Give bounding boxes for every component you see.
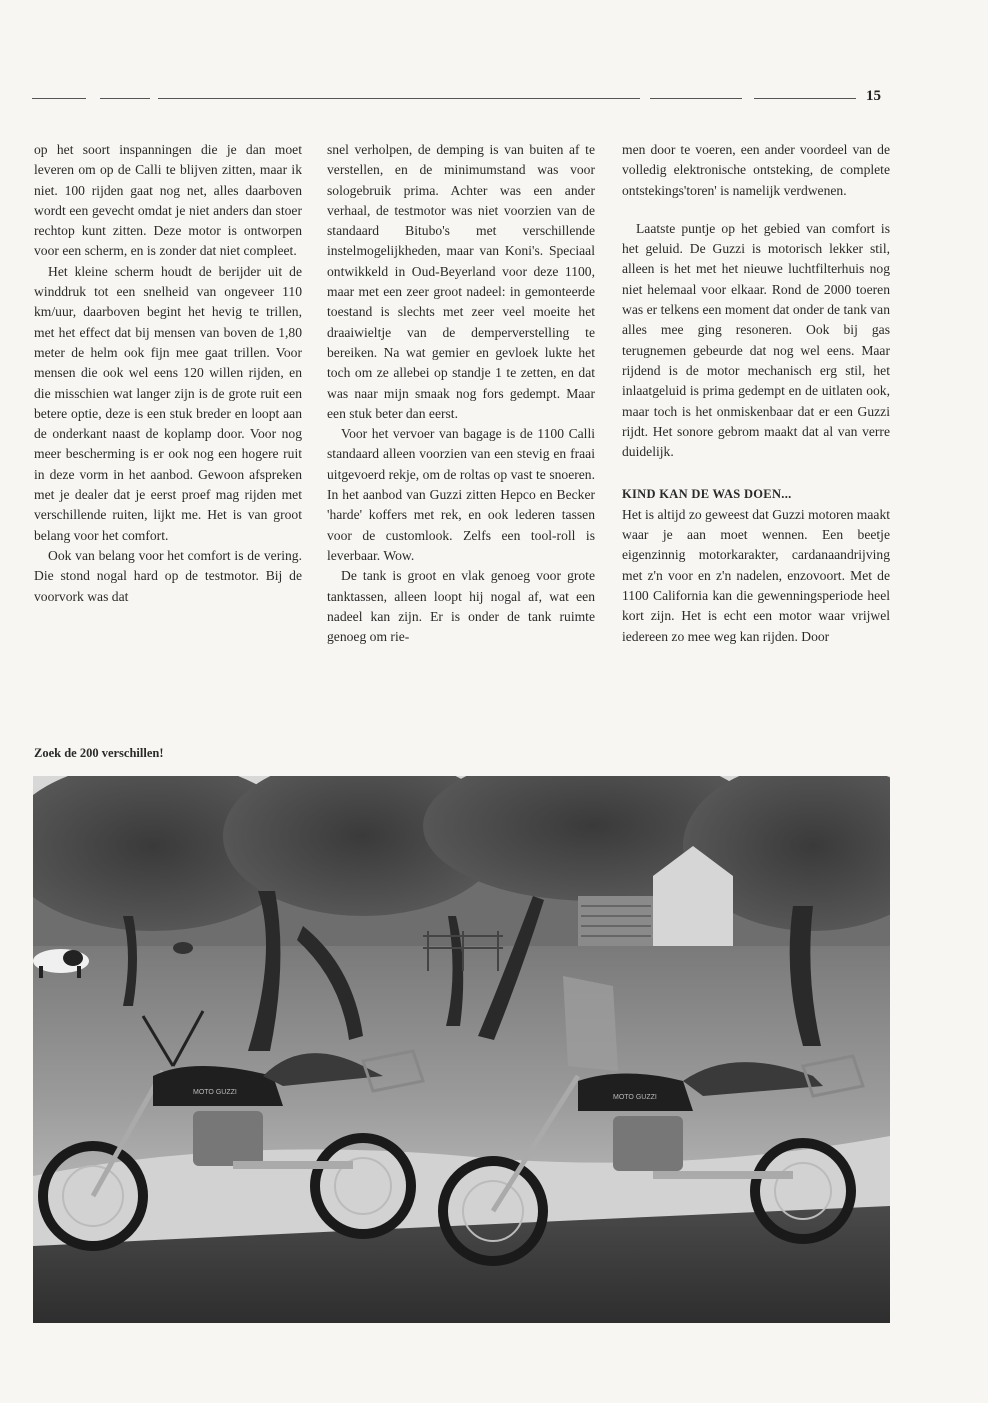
section-heading: KIND KAN DE WAS DOEN...: [622, 487, 792, 502]
article-column-1: [34, 140, 302, 607]
paragraph: Voor het vervoer van bagage is de 1100 Calli standaard alleen voorzien van een stevig en fraai uitgevoerd rekje, om de roltas op vast te snoeren. In het aanbod van Guzzi zitten Hepco en Becker 'harde' koffers met rek, en ook lederen tassen voor de customlook. Zelfs een tool-roll is leverbaar. Wow.: [327, 426, 595, 563]
rule-gap: [640, 96, 650, 99]
rule-gap: [742, 96, 754, 99]
photo-caption: Zoek de 200 verschillen!: [34, 746, 164, 760]
article-column-2: [327, 140, 595, 647]
paragraph: Het is altijd zo geweest dat Guzzi motoren maakt waar je aan moet wennen. Een beetje eigenzinnig motorkarakter, cardanaandrijving met z'n voor en z'n nadelen, enzovoort. Met de 1100 California kan die gewenningsperiode heel kort zijn. Het is echt een motor waar vrijwel iedereen zo mee weg kan rijden. Door: [622, 506, 891, 644]
tank-badge: MOTO GUZZI: [613, 1094, 657, 1101]
paragraph: Ook van belang voor het comfort is de vering. Die stond nogal hard op de testmotor. Bij de voorvork was dat: [34, 547, 302, 604]
paragraph: Het kleine scherm houdt de berijder uit de winddruk tot een snelheid van ongeveer 110 km/uur, daarboven begint het hevig te trillen, met het effect dat bij mensen van boven de 1,80 meter de helm ook fijn mee gaat trillen. Voor mensen die ook wel eens 120 willen rijden, en die misschien wat langer zijn is de grote ruit een betere optie, deze is een stuk breder en loopt aan de onderkant naast de koplamp door. Voor nog meer bescherming is er ook nog een hogere ruit in deze vorm in het aanbod. Gewoon afspreken met je dealer dat je eerst proef mag rijden met verschillende ruiten, lijkt me. Het is van groot belang voor het comfort.: [34, 263, 302, 543]
paragraph: men door te voeren, een ander voordeel van de volledig elektronische ontsteking, de complete ontstekings'toren' is namelijk verdwenen.: [622, 142, 890, 198]
paragraph: Laatste puntje op het gebied van comfort is het geluid. De Guzzi is motorisch lekker stil, alleen is het met het nieuwe luchtfilterhuis nog niet helemaal voor elkaar. Rond de 2000 toeren was er telkens een moment dat onder de tank van alles mee ging resoneren. Ook bij gas terugnemen gebeurde dat nog wel eens. Maar rijdend is de motor mechanisch erg stil, het inlaatgeluid is prima gedempt en de uitlaten ook, maar toch is het onmiskenbaar dat er een Guzzi rijdt. Het sonore gebrom maakt dat al van verre duidelijk.: [622, 220, 890, 460]
paragraph: De tank is groot en vlak genoeg voor grote tanktassen, alleen loopt hij nogal af, wat een nadeel kan zijn. Er is onder de tank ruimte genoeg om rie-: [327, 568, 595, 645]
page-number: 15: [866, 88, 881, 104]
tank-badge: MOTO GUZZI: [193, 1089, 237, 1096]
paragraph: snel verholpen, de demping is van buiten af te verstellen, en de minimumstand was voor sologebruik prima. Achter was een ander verhaal, de testmotor was niet voorzien van de standaard Bitubo's met verschillende instelmogelijkheden, maar van Koni's. Speciaal ontwikkeld in Oud-Beyerland voor deze 1100, maar met een zeer groot nadeel: in gemonteerde toestand is slechts met zeer veel moeite het draaiwieltje van de demperverstelling te bereiken. Na wat gemier en gevloek lukte het toch om ze allebei op standje 1 te zetten, en dat was naar mijn smaak nog fors gedempt. Maar een stuk beter dan eerst.: [327, 142, 595, 421]
motorcycles-photo: [33, 776, 890, 1323]
rule-gap: [86, 96, 100, 99]
article-column-3: [622, 140, 890, 647]
paragraph: op het soort inspanningen die je dan moet leveren om op de Calli te blijven zitten, maar ik niet. 100 rijden gaat nog net, alles daarboven wordt een gevecht omdat je niet anders dan stoer rechtop kunt zitten. Deze motor is ontworpen voor een scherm, en is zonder dat niet compleet.: [34, 142, 302, 259]
rule-gap: [150, 96, 158, 99]
